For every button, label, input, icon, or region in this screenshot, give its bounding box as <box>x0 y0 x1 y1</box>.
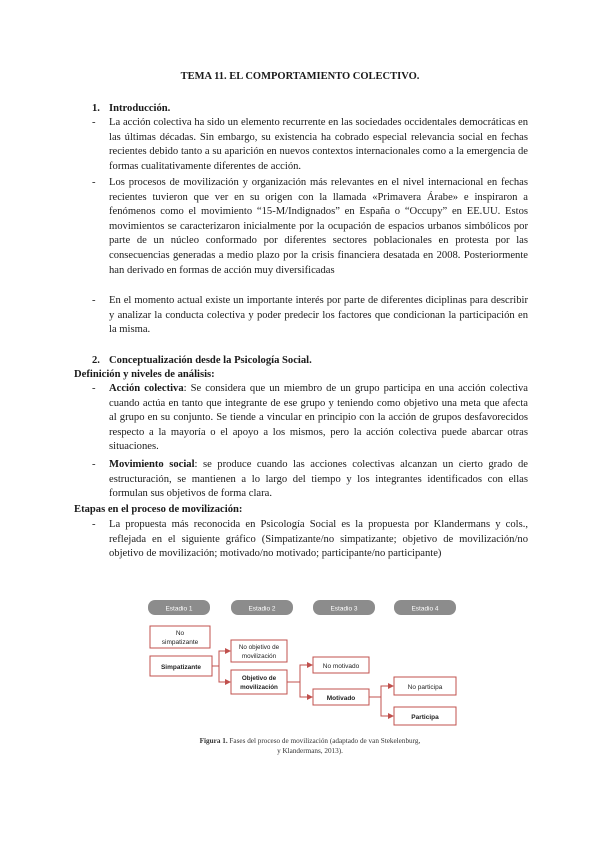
page-title: TEMA 11. EL COMPORTAMIENTO COLECTIVO. <box>180 71 420 82</box>
no-motivado-label: No motivado <box>322 663 360 670</box>
objetivo-line-2: movilización <box>240 684 278 691</box>
arrow-objetivo-motivado <box>300 682 312 697</box>
stage-3-label: Estadio 3 <box>330 605 358 613</box>
objetivo-line-1: Objetivo de <box>241 675 277 682</box>
stage-2-label: Estadio 2 <box>248 605 276 613</box>
intro-bullet-3: - En el momento actual existe un importante interés por parte de diferentes diciplinas para describir y analizar la conducta colectiva y poder predecir los factores que condicionan la participación en la misma. <box>92 294 528 338</box>
caption-line-1: Fases del proceso de movilización (adaptado de van Stekelenburg, <box>229 737 421 745</box>
figure-caption <box>150 736 470 756</box>
intro-bullet-1: - La acción colectiva ha sido un elemento recurrente en las sociedades occidentales democráticas en las últimas décadas. Sin embargo, su existencia ha cobrado especial relevancia social en fechas recientes debido tanto a su aparición en nuevos contextos internacionales como a la emergencia de formas cualitativamente diferentes de acción. <box>92 116 528 174</box>
section-2-title: Conceptualización desde la Psicología Social. <box>109 355 312 366</box>
caption-line-2: y Klandermans, 2013). <box>277 747 343 755</box>
definition-term-1: Acción colectiva <box>109 383 184 394</box>
arrow-motivado-participa <box>381 697 393 716</box>
no-simpatizante-line-2: simpatizante <box>161 639 199 646</box>
section-1-title: Introducción. <box>109 103 171 114</box>
definition-bullet-1: - Acción colectiva: Se considera que un miembro de un grupo participa en una acción colectiva cuando actúa en tanto que integrante de ese grupo y teniendo como objetivo una meta que afecta al grupo en su conjunto. Se tiende a vincular en principio con la acción de grupos desfavorecidos respecto a la mayoría o el apoyo a los mismos, pero la acción colectiva puede abarcar otras situaciones. <box>92 383 528 453</box>
etapas-bullet: - La propuesta más reconocida en Psicología Social es la propuesta por Klandermans y cols., reflejada en el siguiente gráfico (Simpatizante/no simpatizante; objetivo de movilización/no objetivo de movilización; motivado/no motivado; participante/no participante) <box>92 518 528 562</box>
definition-text-2: : se produce cuando las acciones colectivas alcanzan un cierto grado de estructuración, se mantienen a lo largo del tiempo y los integrantes identificados con ellas formulan sus objetivos de forma clara. <box>109 459 528 500</box>
arrow-motivado-no-participa <box>369 686 393 697</box>
intro-bullet-2-text: Los procesos de movilización y organización más relevantes en el nivel internacional en fechas recientes tuvieron que ver en su origen con la llamada «Primavera Árabe» e inspiraron a fenómenos como el movimiento “15-M/Indignados” en España o “Occupy” en EE.UU. Estos movimientos se caracterizaron inicialmente por la ocupación de espacios urbanos simbólicos por parte de un núcleo conformado por diferentes sectores poblacionales en protesta por las consecuencias generadas a medio plazo por la crisis financiera desatada en 2008. Posteriormente han derivado en formas de acción muy diversificadas <box>109 177 528 276</box>
section-1-number: 1. <box>92 103 100 114</box>
caption-label: Figura 1. <box>199 737 228 745</box>
section-1-heading <box>92 102 170 117</box>
intro-bullet-1-text: La acción colectiva ha sido un elemento recurrente en las sociedades occidentales democráticas en las últimas décadas. Sin embargo, su existencia ha cobrado especial relevancia social en fechas recientes debido tanto a su aparición en nuevos contextos internacionales como a la emergencia de formas cualitativamente diferentes de acción. <box>109 117 528 172</box>
section-2-number: 2. <box>92 355 100 366</box>
motivado-label: Motivado <box>326 695 356 702</box>
participa-label: Participa <box>411 714 439 721</box>
arrow-simpatizante-objetivo <box>219 666 230 682</box>
stage-1-label: Estadio 1 <box>165 605 193 613</box>
definition-text-1: : Se considera que un miembro de un grupo participa en una acción colectiva cuando actúa en tanto que integrante de ese grupo y teniendo como objetivo una meta que afecta al grupo en su conjunto. Se tiende a vincular en principio con la acción de grupos desfavorecidos respecto a la mayoría o el apoyo a los mismos, pero la acción colectiva puede abarcar otras situaciones. <box>109 383 528 453</box>
mobilization-diagram <box>145 598 465 733</box>
definition-bullet-2: - Movimiento social: se produce cuando las acciones colectivas alcanzan un cierto grado de estructuración, se mantienen a lo largo del tiempo y los integrantes identificados con ellas formulan sus objetivos de forma clara. <box>92 459 528 500</box>
no-objetivo-line-2: movilización <box>241 653 277 660</box>
simpatizante-label: Simpatizante <box>160 664 202 671</box>
arrow-simpatizante-no-objetivo <box>212 651 230 666</box>
arrow-objetivo-no-motivado <box>287 665 312 682</box>
section-2-heading <box>92 354 312 369</box>
no-simpatizante-line-1: No <box>175 630 185 637</box>
no-participa-label: No participa <box>407 684 443 691</box>
stage-4-label: Estadio 4 <box>411 605 439 613</box>
subheading-etapas: Etapas en el proceso de movilización: <box>74 504 243 515</box>
intro-bullet-2: - Los procesos de movilización y organización más relevantes en el nivel internacional en fechas recientes tuvieron que ver en su origen con la llamada «Primavera Árabe» e inspiraron a fenómenos como el movimiento “15-M/Indignados” en España o “Occupy” en EE.UU. Estos movimientos se caracterizaron inicialmente por la ocupación de espacios urbanos simbólicos por parte de un núcleo conformado por diferentes sectores poblacionales en protesta por las consecuencias generadas a medio plazo por la crisis financiera desatada en 2008. Posteriormente han derivado en formas de acción muy diversificadas <box>92 176 528 278</box>
no-objetivo-line-1: No objetivo de <box>238 644 280 651</box>
intro-bullet-3-text: En el momento actual existe un importante interés por parte de diferentes diciplinas para describir y analizar la conducta colectiva y poder predecir los factores que condicionan la participación en la misma. <box>109 295 528 336</box>
subheading-definicion: Definición y niveles de análisis: <box>74 369 215 380</box>
etapas-bullet-text: La propuesta más reconocida en Psicología Social es la propuesta por Klandermans y cols., reflejada en el siguiente gráfico (Simpatizante/no simpatizante; objetivo de movilización/no objetivo de movilización; motivado/no motivado; participante/no participante) <box>109 519 528 560</box>
definition-term-2: Movimiento social <box>109 459 195 470</box>
